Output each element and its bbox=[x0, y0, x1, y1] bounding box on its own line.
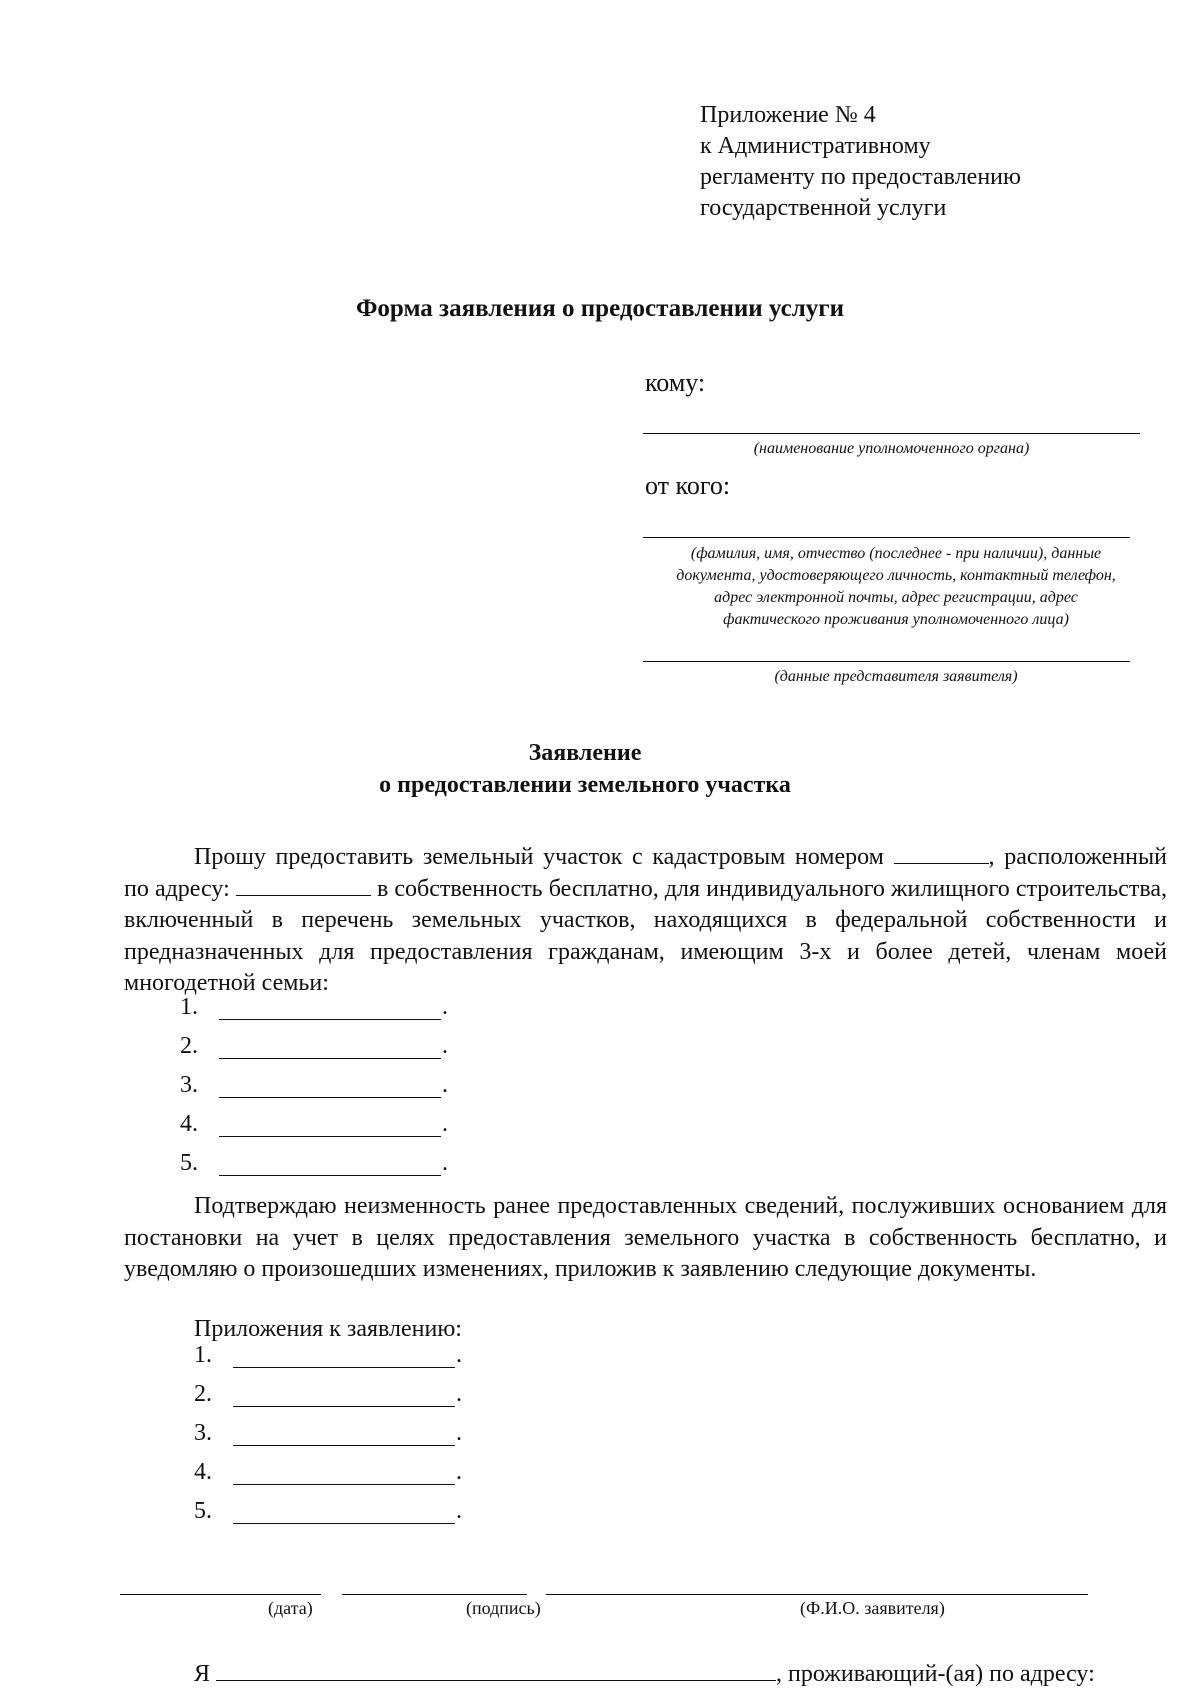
family-member-field[interactable] bbox=[219, 1175, 441, 1176]
attachment-field[interactable] bbox=[233, 1445, 455, 1446]
resident-suffix: , проживающий-(ая) по адресу: bbox=[776, 1661, 1095, 1687]
attachment-item bbox=[194, 1498, 494, 1528]
list-number: 2. bbox=[180, 1033, 198, 1059]
family-member-item bbox=[180, 1072, 480, 1102]
cadastral-number-field[interactable] bbox=[894, 843, 989, 864]
attachment-item bbox=[194, 1420, 494, 1450]
list-number: 4. bbox=[180, 1111, 198, 1137]
name-caption: (Ф.И.О. заявителя) bbox=[800, 1598, 945, 1618]
confirmation-paragraph: Подтверждаю неизменность ранее предоставленных сведений, послуживших основанием для постановки на учет в целях предоставления земельного участка в собственность бесплатно, и уведомляю о произошедших изменениях, приложив к заявлению следующие документы. bbox=[124, 1193, 1167, 1282]
list-number: 1. bbox=[180, 994, 198, 1020]
list-number: 3. bbox=[194, 1420, 212, 1446]
attachment-field[interactable] bbox=[233, 1523, 455, 1524]
attachment-item bbox=[194, 1381, 494, 1411]
family-member-field[interactable] bbox=[219, 1136, 441, 1137]
attachment-field[interactable] bbox=[233, 1484, 455, 1485]
list-number: 5. bbox=[180, 1150, 198, 1176]
list-terminator: . bbox=[456, 1381, 462, 1407]
from-caption-line-4: фактического проживания уполномоченного лица) bbox=[723, 611, 1069, 628]
family-member-item bbox=[180, 1111, 480, 1141]
date-caption: (дата) bbox=[268, 1598, 313, 1618]
family-member-item bbox=[180, 1033, 480, 1063]
form-title: Форма заявления о предоставлении услуги bbox=[355, 295, 845, 322]
representative-field-line[interactable] bbox=[643, 661, 1130, 662]
list-number: 4. bbox=[194, 1459, 212, 1485]
request-text-part-3: в собственность бесплатно, для индивидуального жилищного строительства, включенный в перечень земельных участков, находящихся в федеральной собственности и предназначенных для предоставления гражданам, имеющим 3-х и более детей, членам моей многодетной семьи: bbox=[124, 875, 1167, 996]
list-terminator: . bbox=[456, 1342, 462, 1368]
attachment-item bbox=[194, 1459, 494, 1489]
resident-name-field[interactable] bbox=[216, 1658, 776, 1681]
list-number: 1. bbox=[194, 1342, 212, 1368]
from-field-line[interactable] bbox=[643, 537, 1130, 538]
attachment-field[interactable] bbox=[233, 1367, 455, 1368]
appendix-line-1: Приложение № 4 bbox=[700, 102, 876, 128]
family-member-item bbox=[180, 994, 480, 1024]
appendix-line-4: государственной услуги bbox=[700, 195, 947, 221]
to-caption: (наименование уполномоченного органа) bbox=[753, 440, 1030, 457]
resident-statement-line bbox=[194, 1658, 1095, 1688]
list-number: 3. bbox=[180, 1072, 198, 1098]
attachment-item bbox=[194, 1342, 494, 1372]
to-label: кому: bbox=[645, 368, 706, 397]
list-number: 2. bbox=[194, 1381, 212, 1407]
list-terminator: . bbox=[442, 1150, 448, 1176]
request-text-part-1: Прошу предоставить земельный участок с кадастровым номером bbox=[194, 844, 884, 870]
from-caption-line-3: адрес электронной почты, адрес регистрации, адрес bbox=[714, 589, 1078, 606]
list-terminator: . bbox=[456, 1420, 462, 1446]
family-member-field[interactable] bbox=[219, 1097, 441, 1098]
list-terminator: . bbox=[442, 1111, 448, 1137]
family-member-item bbox=[180, 1150, 480, 1180]
statement-title bbox=[0, 737, 1170, 801]
from-label: от кого: bbox=[645, 471, 731, 500]
name-field-line[interactable] bbox=[546, 1594, 1088, 1595]
statement-title-line-1: Заявление bbox=[528, 740, 642, 766]
appendix-header bbox=[700, 100, 1021, 224]
family-member-field[interactable] bbox=[219, 1019, 441, 1020]
list-terminator: . bbox=[456, 1498, 462, 1524]
to-field-line[interactable] bbox=[643, 433, 1140, 434]
address-field[interactable] bbox=[236, 875, 371, 896]
request-paragraph bbox=[124, 842, 1167, 1000]
list-terminator: . bbox=[442, 1033, 448, 1059]
request-text-part-2: , расположенный по адресу: bbox=[124, 844, 1167, 902]
list-terminator: . bbox=[456, 1459, 462, 1485]
attachment-field[interactable] bbox=[233, 1406, 455, 1407]
list-number: 5. bbox=[194, 1498, 212, 1524]
representative-caption: (данные представителя заявителя) bbox=[774, 668, 1018, 685]
date-field-line[interactable] bbox=[120, 1594, 321, 1595]
appendix-line-2: к Административному bbox=[700, 133, 931, 159]
resident-prefix: Я bbox=[194, 1661, 211, 1687]
appendix-line-3: регламенту по предоставлению bbox=[700, 164, 1021, 190]
from-caption bbox=[643, 543, 1149, 631]
statement-title-line-2: о предоставлении земельного участка bbox=[379, 772, 791, 798]
signature-caption: (подпись) bbox=[466, 1598, 541, 1618]
list-terminator: . bbox=[442, 1072, 448, 1098]
signature-field-line[interactable] bbox=[342, 1594, 527, 1595]
family-member-field[interactable] bbox=[219, 1058, 441, 1059]
attachments-label: Приложения к заявлению: bbox=[194, 1316, 462, 1342]
from-caption-line-2: документа, удостоверяющего личность, контактный телефон, bbox=[676, 567, 1116, 584]
from-caption-line-1: (фамилия, имя, отчество (последнее - при наличии), данные bbox=[690, 545, 1102, 562]
list-terminator: . bbox=[442, 994, 448, 1020]
